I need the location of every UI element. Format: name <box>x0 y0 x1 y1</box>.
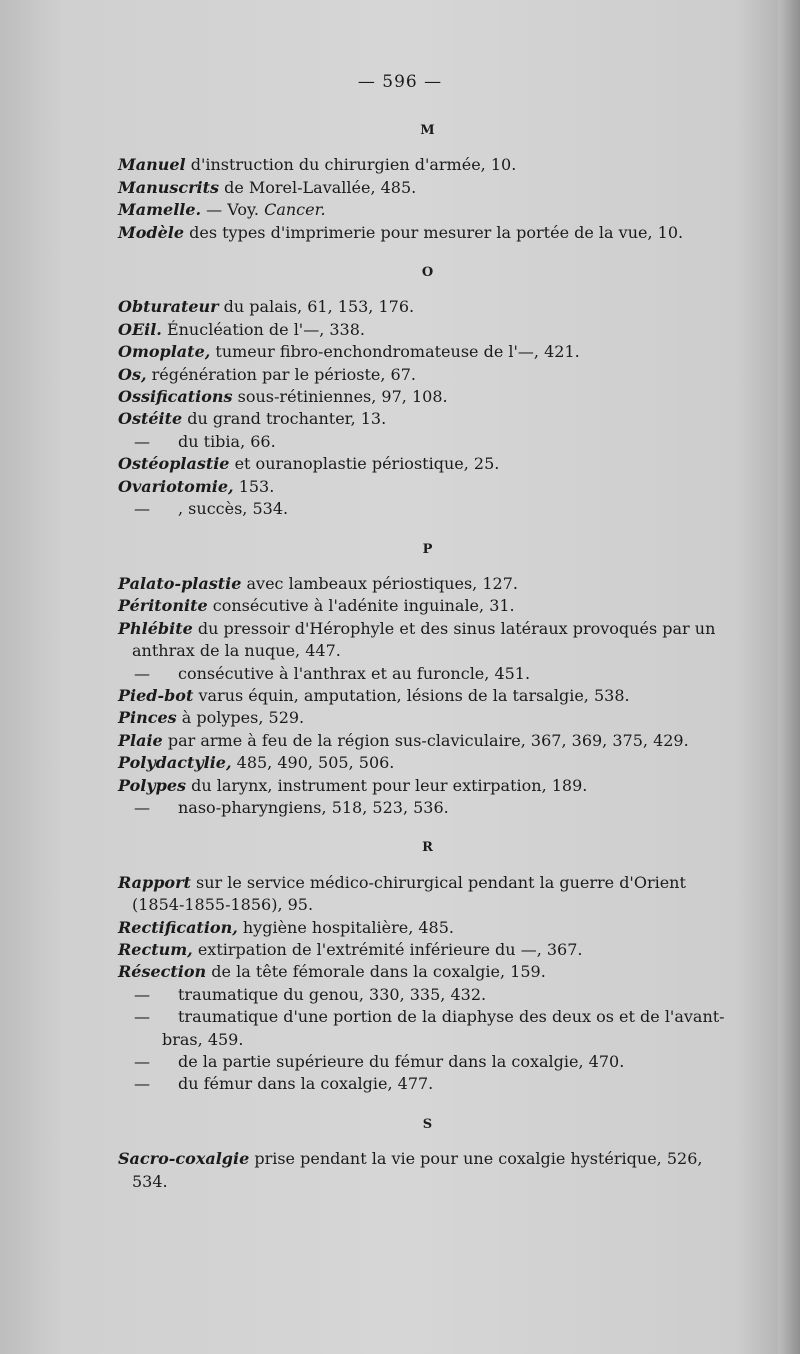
entry-text: par arme à feu de la région sus-claviculaire, 367, 369, 375, 429. <box>162 730 689 750</box>
entry-term: OEil. <box>118 319 162 339</box>
entry-text: à polypes, 529. <box>176 708 305 728</box>
index-entry <box>118 939 738 961</box>
index-subentry <box>118 498 738 520</box>
continuation-dash: — <box>134 1074 150 1094</box>
index-entry <box>118 177 738 199</box>
section-letter: R <box>422 840 434 856</box>
entry-term: Manuscrits <box>118 177 219 197</box>
entry-text: extirpation de l'extrémité inférieure du —, 367. <box>192 940 583 959</box>
entry-text: du palais, 61, 153, 176. <box>218 297 415 317</box>
section-letter: O <box>421 265 435 281</box>
entry-term: Obturateur <box>118 297 219 317</box>
index-entry <box>118 961 738 983</box>
entry-term: Phlébite <box>118 618 193 638</box>
entry-term: Rapport <box>118 872 191 892</box>
index-entry <box>118 319 738 341</box>
entry-text: consécutive à l'adénite inguinale, 31. <box>207 596 515 616</box>
index-entry <box>118 872 738 917</box>
entry-term: Pied-bot <box>118 685 194 705</box>
section-letter: M <box>420 123 436 138</box>
entry-text: du pressoir d'Hérophyle et des sinus latéraux provoqués par un anthrax de la nuque, 447. <box>132 618 716 661</box>
entry-text: sur le service médico-chirurgical pendant la guerre d'Orient (1854-1855-1856), 95. <box>132 872 686 915</box>
entry-text: d'instruction du chirurgien d'armée, 10. <box>185 155 517 175</box>
entry-term: Résection <box>118 962 207 982</box>
entry-term: Ostéite <box>118 409 183 429</box>
index-entry <box>118 199 738 221</box>
entry-text: régénération par le périoste, 67. <box>146 364 416 384</box>
entry-text: de la tête fémorale dans la coxalgie, 159. <box>206 962 546 982</box>
index-subentry <box>118 663 738 685</box>
index-section-p <box>118 539 738 820</box>
continuation-dash: — <box>134 1052 150 1072</box>
entry-term: Ostéoplastie <box>118 454 230 474</box>
index-section-o <box>118 262 738 520</box>
continuation-dash: — <box>134 499 150 519</box>
index-subentry <box>118 431 738 453</box>
entry-term: Péritonite <box>118 596 208 616</box>
index-subentry <box>118 797 738 819</box>
entry-text: varus équin, amputation, lésions de la tarsalgie, 538. <box>193 685 630 705</box>
entry-text: hygiène hospitalière, 485. <box>237 917 454 937</box>
entry-term: Rectum, <box>118 940 193 959</box>
entry-term: Modèle <box>118 222 185 242</box>
index-subentry <box>118 1073 738 1095</box>
entry-text: 153. <box>233 476 275 496</box>
index-section-r <box>118 837 738 1095</box>
index-entry <box>118 685 738 707</box>
entry-term: Polydactylie, <box>118 753 232 773</box>
entry-text: naso-pharyngiens, 518, 523, 536. <box>178 797 449 817</box>
continuation-dash: — <box>134 797 150 817</box>
index-entry <box>118 341 738 363</box>
index-section-m <box>118 120 738 244</box>
entry-text: et ouranoplastie périostique, 25. <box>229 454 500 474</box>
index-entry <box>118 595 738 617</box>
entry-text: — Voy. <box>201 200 265 220</box>
index-subentry <box>118 1006 738 1051</box>
entry-term: Os, <box>118 364 147 384</box>
page-number: — 596 — <box>357 72 443 92</box>
entry-text: consécutive à l'anthrax et au furoncle, 451. <box>178 663 531 683</box>
index-entry <box>118 707 738 729</box>
index-content <box>118 120 738 1211</box>
entry-text: 485, 490, 505, 506. <box>231 753 395 773</box>
index-entry <box>118 408 738 430</box>
book-spine-shadow <box>778 0 800 1354</box>
entry-text: tumeur fibro-enchondromateuse de l'—, 421. <box>210 342 580 362</box>
entry-text: du tibia, 66. <box>178 431 276 451</box>
entry-term: Polypes <box>118 775 187 795</box>
entry-text: traumatique du genou, 330, 335, 432. <box>178 984 487 1004</box>
index-entry <box>118 386 738 408</box>
entry-text: traumatique d'une portion de la diaphyse des deux os et de l'avant-bras, 459. <box>162 1007 725 1049</box>
index-entry <box>118 364 738 386</box>
index-entry <box>118 573 738 595</box>
index-subentry <box>118 1051 738 1073</box>
index-entry <box>118 730 738 752</box>
index-section-s <box>118 1114 738 1193</box>
section-letter: S <box>422 1116 434 1132</box>
entry-text: du larynx, instrument pour leur extirpation, 189. <box>186 775 588 795</box>
section-letter: P <box>422 541 434 557</box>
entry-text: avec lambeaux périostiques, 127. <box>241 573 518 593</box>
entry-term: Mamelle. <box>118 200 202 220</box>
continuation-dash: — <box>134 984 150 1004</box>
index-entry <box>118 752 738 774</box>
entry-text: de Morel-Lavallée, 485. <box>219 177 417 197</box>
index-entry <box>118 476 738 498</box>
entry-term: Omoplate, <box>118 342 211 362</box>
entry-text: de la partie supérieure du fémur dans la coxalgie, 470. <box>178 1052 625 1072</box>
entry-term: Ovariotomie, <box>118 476 234 496</box>
entry-cross-reference: Cancer. <box>264 200 326 220</box>
continuation-dash: — <box>134 663 150 683</box>
index-entry <box>118 222 738 244</box>
index-entry <box>118 1148 738 1193</box>
entry-text: , succès, 534. <box>178 499 289 519</box>
entry-term: Plaie <box>118 730 163 750</box>
index-entry <box>118 917 738 939</box>
entry-term: Manuel <box>118 155 186 175</box>
continuation-dash: — <box>134 1007 150 1027</box>
entry-term: Palato-plastie <box>118 573 242 593</box>
index-entry <box>118 453 738 475</box>
entry-term: Rectification, <box>118 917 238 937</box>
entry-term: Pinces <box>118 708 177 728</box>
continuation-dash: — <box>134 431 150 451</box>
entry-text: Énucléation de l'—, 338. <box>161 319 365 339</box>
entry-text: prise pendant la vie pour une coxalgie hystérique, 526, 534. <box>132 1149 703 1191</box>
index-entry <box>118 775 738 797</box>
entry-text: des types d'imprimerie pour mesurer la portée de la vue, 10. <box>184 222 684 242</box>
entry-text: du fémur dans la coxalgie, 477. <box>178 1074 434 1094</box>
index-entry <box>118 296 738 318</box>
index-entry <box>118 618 738 663</box>
entry-text: sous-rétiniennes, 97, 108. <box>232 387 448 407</box>
entry-term: Ossifications <box>118 387 233 407</box>
index-entry <box>118 154 738 176</box>
index-subentry <box>118 984 738 1006</box>
entry-term: Sacro-coxalgie <box>118 1149 250 1169</box>
entry-text: du grand trochanter, 13. <box>182 409 387 429</box>
